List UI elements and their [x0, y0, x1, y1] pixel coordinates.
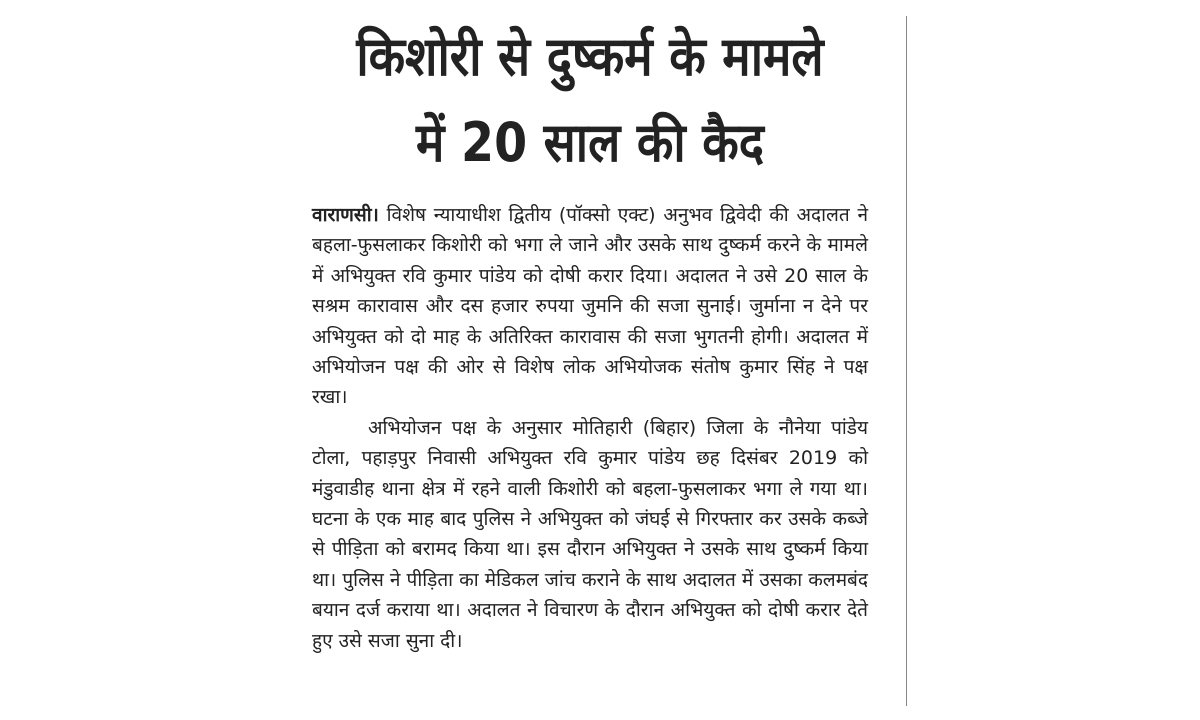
dateline: वाराणसी।	[312, 204, 379, 226]
headline-line-1: किशोरी से दुष्कर्म के मामले	[356, 25, 824, 88]
paragraph-2: अभियोजन पक्ष के अनुसार मोतिहारी (बिहार) जिला के नौनेया पांडेय टोला, पहाड़पुर निवासी अभियुक्त रवि कुमार पांडेय छह दिसंबर 2019 को मंडुवाडीह थाना क्षेत्र में रहने वाली किशोरी को बहला-फुसलाकर भगा ले गया था। घटना के एक माह बाद पुलिस ने अभियुक्त को जंघई से गिरफ्तार कर उसके कब्जे से पीड़िता को बरामद किया था। इस दौरान अभियुक्त ने उसके साथ दुष्कर्म किया था। पुलिस ने पीड़िता का मेडिकल जांच कराने के साथ अदालत में उसका कलमबंद बयान दर्ज कराया था। अदालत ने विचारण के दौरान अभियुक्त को दोषी करार देते हुए उसे सजा सुना दी।	[312, 416, 868, 652]
news-clipping	[312, 14, 868, 704]
column-divider	[906, 16, 907, 706]
headline	[312, 14, 868, 186]
headline-line-2: में 20 साल की कैद	[416, 111, 764, 174]
article-body	[312, 200, 868, 656]
paragraph-1-text: विशेष न्यायाधीश द्वितीय (पॉक्सो एक्ट) अनुभव द्विवेदी की अदालत ने बहला-फुसलाकर किशोरी को भगा ले जाने और उसके साथ दुष्कर्म करने के मामले में अभियुक्त रवि कुमार पांडेय को दोषी करार दिया। अदालत ने उसे 20 साल के सश्रम कारावास और दस हजार रुपया जुमनि की सजा सुनाई। जुर्माना न देने पर अभियुक्त को दो माह के अतिरिक्त कारावास की सजा भुगतनी होगी। अदालत में अभियोजन पक्ष की ओर से विशेष लोक अभियोजक संतोष कुमार सिंह ने पक्ष रखा।	[312, 204, 868, 409]
paragraph-1	[312, 200, 868, 413]
